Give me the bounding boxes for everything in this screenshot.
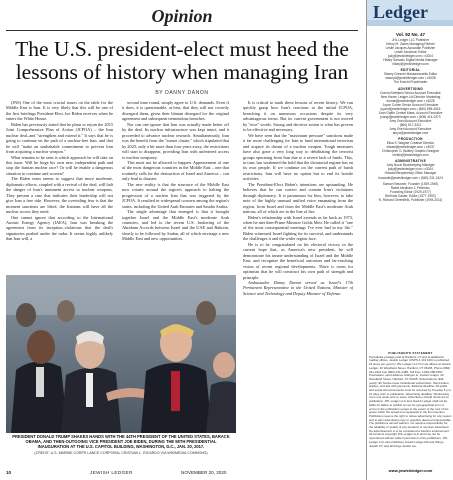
volume-number: Vol. 92 No. 47 — [396, 32, 425, 37]
staff-line: Samuel Neusner, Founder (1929-1945) — [382, 181, 439, 186]
staff-section-heading: ADVERTISING — [397, 86, 424, 91]
paragraph: The President-Elect Biden's intentions are upstanding. He believes that he can correct and contain Iran's violations through diplomacy. It is paramount for him, however, to take note of the highly unusual unified voice emanating from the region, from Israel and from the Middle East's moderate Arab nations, all of which are in the line of fire. — [243, 181, 353, 215]
website-link[interactable]: www.jewishledger.com — [388, 468, 433, 473]
staff-line: Christopher G. Bulkley Graphic Designer — [381, 149, 440, 154]
article-column-3 — [243, 100, 353, 452]
staff-line: elisaw@jewishledger.com • x3037 — [386, 145, 435, 150]
staff-line: judy@jewishledger.com • x3024 — [387, 167, 434, 172]
staff-line: Amy Oved Account Executive — [389, 126, 432, 131]
article-headline: The U.S. president-elect must heed the lessons of history when managing Iran — [15, 37, 349, 84]
staff-box — [369, 38, 452, 202]
staff-line: Tim Knecht Proofreader — [393, 80, 428, 85]
photo-caption-box — [6, 433, 236, 465]
news-photo — [6, 275, 236, 433]
paragraph: Nor can one ignore that Iran was actually made better off by the deal. Its nuclear infrastructure was kept intact, and it proceeded to advance nuclear research. Simultaneously, Iran was the benefit from the "sunset clause," which stipulated that by 2025, only a bit more than four years away, the restrictions will start to disappear, providing Iran with unfettered access to nuclear weaponry. — [122, 121, 229, 160]
staff-line: Hillary Sarrasin Digital Media Manager — [383, 58, 438, 63]
staff-line: Henry M. Zachs Managing Partner — [386, 42, 435, 47]
staff-line: New Haven Ledger Ltd Director Marketing — [380, 94, 441, 99]
page-footer — [6, 470, 358, 479]
staff-line: joang@jewishledger.com • (508) 414-0373 — [380, 114, 441, 119]
photo-caption: PRESIDENT DONALD TRUMP SHAKES HANDS WITH THE 44TH PRESIDENT OF THE UNITED STATES, BARACK OBAMA, AND THEN-OUTGOING VICE PRESIDENT JOE BIDEN, DURING THE 58TH PRESIDENTIAL INAUGURATION AT THE U.S. CAPITOL BUILDING, WASHINGTON, D.C., JAN. 20, 2017. — [12, 434, 230, 450]
opinion-article — [6, 0, 358, 480]
staff-line: Joyce Cohen Senior Account Executive — [382, 102, 439, 107]
page-number: 10 — [6, 470, 12, 475]
staff-line: joyce@jewishledger.com • (860) 655-4516 — [380, 106, 441, 111]
ledger-logo-mark — [367, 0, 453, 26]
author-bio: Ambassador Danny Danon served as Israel's 17th Permanent Representative to the United Nations, Minister of Science and Technology and Deputy Minister of Defense. — [243, 279, 353, 296]
staff-line: staceyd@jewishledger.com • x3008 — [385, 76, 436, 81]
paragraph: Biden's relationship with Israel extends as far back as 1973, when he met then-Prime Minister Golda Meir. He called it "one of the most consequential meetings I've ever had in my life." Biden witnessed Israel fighting for its survival, and understands the challenges it and the wider region face. — [243, 214, 353, 242]
staff-line: Judy Nuzzi Bookkeeping Manager — [386, 163, 435, 168]
staff-line: Howard Bezpenesky Office Manager — [384, 171, 437, 176]
article-column-1 — [6, 100, 113, 272]
staff-line: JHL Ledger LLC Publisher — [391, 38, 430, 42]
paragraph: The single advantage that emerged is that it brought together Israel and the Middle East's moderate Arab countries, and led to the recent U.S. brokering of the Abraham Accords between Israel and the UAE and Bahrain, shortly to be followed by Sudan, all of which envisage a new Middle East and new opportunities. — [122, 209, 229, 242]
staff-line: Joan Gaffin Central Mass. Account Executive — [378, 110, 443, 115]
ledger-logo — [367, 0, 453, 26]
staff-section-heading: PRODUCTION — [398, 137, 423, 142]
staff-line: howardb@jewishledger.com • (860) 231-2424 — [378, 175, 443, 180]
publishers-statement-heading: PUBLISHER'S STATEMENT — [388, 351, 433, 355]
paragraph: Biden has previously stated that he plans to rejoin the 2015 Joint Comprehensive Plan of Action (JCPOA) – the Iran nuclear deal–and "strengthen and extend it." It says that he is going to continue on the path of a nuclear-free Iran, and that he will "make an unshakable commitment to prevent Iran from acquiring a nuclear weapon." — [6, 121, 113, 155]
paragraph: (JNS) One of the most crucial issues on the table for the Middle East is Iran. It is very likely that this will be one of the first briefings President-Elect Joe Biden receives when he enters the White House. — [6, 100, 113, 122]
staff-section-heading: EDITORIAL — [400, 68, 421, 73]
paragraph: It is critical to mark these lessons of recent history. We can quickly grasp how Iran's reactions to the initial JCPOA, breaching it on numerous occasions despite its very advantageous terms. But its current government is not moved by "nice" words. Strong and decisive action is what has proven to be effective and necessary. — [243, 100, 353, 133]
masthead-sidebar — [366, 0, 453, 480]
article-column-2 — [122, 100, 229, 272]
staff-line: amyo@jewishledger.com — [392, 131, 429, 136]
staff-line: Leslie Jacobson Editor — [394, 50, 427, 55]
footer-date: NOVEMBER 20, 2020 — [181, 470, 227, 475]
paragraph: We have seen that the "maximum pressure" sanctions made it far more challenging for Iran to fund international terrorism and acquire its dream of a nuclear weapon. Tough measures have also gone a very long way to debilitating the terrorist groups operating from Iran due to a severe lack of funds. This, in turn, has weakened the hold that the dictatorial regime has on its own people. If we continue on the current path of harsh restrictions, Iran will have no option but to end its hostile activities. — [243, 132, 353, 182]
staff-line: hillary@jewishledger.com — [392, 62, 429, 67]
staff-line: Elisa S. Wagner Creative Director — [386, 141, 435, 146]
staff-line: Donna Edelstein Senior Account Executive — [380, 90, 441, 95]
logo-wordmark: Ledger — [373, 2, 428, 22]
publishers-statement-text: Periodicals postage paid at Hartford, CT and at additional mailing offices. Jewish Ledger (USPS 4 101 100) is published 24 times per year by JHL Ledger LLC from its offices at Jewish Ledger, 40 Woodland Street, Hartford, CT 06105, Phone (860) 231-2424 Fax (860) 231-2485, Toll Free 1-800-286-6397. Postmaster, send address changes to: Jewish Ledger, 40 Woodland Street, Hartford, CT 06105. Subscriptions: $36 yearly; $1 Twelve issue institutional subscription. Send letters, articles, and ads with payments. Editorial deadline: All public and social announcements must be received by Tuesday 5 p.m. 10 days prior to publication. Advertising deadline: Wednesday noon one week prior to issue. Advertisers should check ad on publication. JHL Ledger LLC and Jewish Ledger shall not be liable for failure to publish an ad, for typographical error or errors in the publication except to the extent of the cost of the space which the actual error appeared in the first insertion. Publishers reserve the right to refuse advertising for any reason and to alter advertising copy or graphics deemed unacceptable. The publishers cannot warrant, nor assume responsibility for, the reliability or quality of any products or services advertised. No advertisement is to be considered a Kashrut endorsement. All contents copyright JHL Ledger LLC and may not be reproduced without written permission of the publishers. JHL Ledger LLC also publishes Jewish Ledger MA and Wingo Jewish CT, and all things Jewish too. — [369, 354, 452, 448]
staff-line: Rabbi Abraham J. Feldman, — [390, 185, 431, 190]
staff-line: Berthold Gaster, Editor (1977-1992) — [385, 193, 436, 198]
photo-credit: (CREDIT: U.S. MARINE CORPS LANCE CORPORAL CRISTIAN L. RICARDO VIA WIKIMEDIA COMMONS) — [34, 450, 208, 455]
paragraph: The new reality is that the structure of the Middle East now rotates around the region's approach to halting the progression of a nuclear Iran that was triggered by the JCPOA. It resulted in widespread concern among the region's states, including the United Arab Emirates and Saudia Arabia. — [122, 181, 229, 209]
paragraph: He is to be congratulated on his electoral victory in the current hope that, as America's new president, he will demonstrate his innate understanding of Israel and the Middle East, and recognize the beneficial outcomes and far-reaching vision of recent regional developments. There is room for optimism that he will construct his own path of strength and principle. — [243, 241, 353, 280]
staff-line: donna@jewishledger.com • x3028 — [386, 98, 435, 103]
staff-line: Leslie Jacques Associate Publisher — [385, 46, 436, 51]
section-title: Opinion — [151, 6, 213, 26]
inauguration-photo-illustration — [6, 275, 236, 433]
section-divider — [6, 30, 358, 31]
article-byline: BY DANNY DANON — [155, 90, 209, 96]
staff-line: Amy Oved Account Executive — [389, 118, 432, 123]
footer-paper-name: JEWISH LEDGER — [90, 470, 133, 475]
paragraph: This must not be allowed to happen. Appeasement of one of the most dangerous countries in the Middle East – one that routinely calls for the destruction of Israel and America – can only lead to disaster. — [122, 159, 229, 182]
staff-section-heading: ADMINISTRATIVE — [394, 159, 427, 164]
publishers-statement — [369, 352, 452, 448]
staff-line: N. Richard Greenfield, Publisher (1994-2011) — [378, 197, 443, 202]
staff-line: (860) 517-3311 — [399, 122, 422, 127]
staff-line: Founding Editor (1929-1977) — [390, 189, 431, 194]
staff-line: Stacey Dresner Massachusetts Editor — [383, 72, 438, 77]
paragraph: What remains to be seen is which approach he will take on this issue. Will he forge his own new, independent path and stop the Iranian nuclear race? Or will he enable a dangerous situation to continue and worsen? — [6, 154, 113, 176]
paragraph: One cannot ignore that according to the International Atomic Energy Agency (IAEA), Iran was breaking the agreement from its inception–violations that the deal's signatories pushed under the radar. It seems highly unlikely that Iran will, a — [6, 214, 113, 242]
staff-line: chrisb@jewishledger.com — [392, 153, 429, 158]
paragraph: second time round, simply agree to U.S. demands. Even if it does, it is questionable, at best, that they will not covertly disregard them, given their blatant disregard for the original agreement and subsequent tremendous breaches. — [122, 100, 229, 122]
staff-line: judy@jewishledger.com • x3024 — [387, 54, 434, 59]
paragraph: The Biden team seems to suggest that more moderate, diplomatic efforts, coupled with a revival of the deal, will halt the danger of Iran's imminent access to nuclear weapons. They present a case that indicates their leadership will not give Iran a free ride. However, the overriding fear is that the moment sanctions are lifted, the Iranians will have all the nuclear access they need. — [6, 176, 113, 215]
